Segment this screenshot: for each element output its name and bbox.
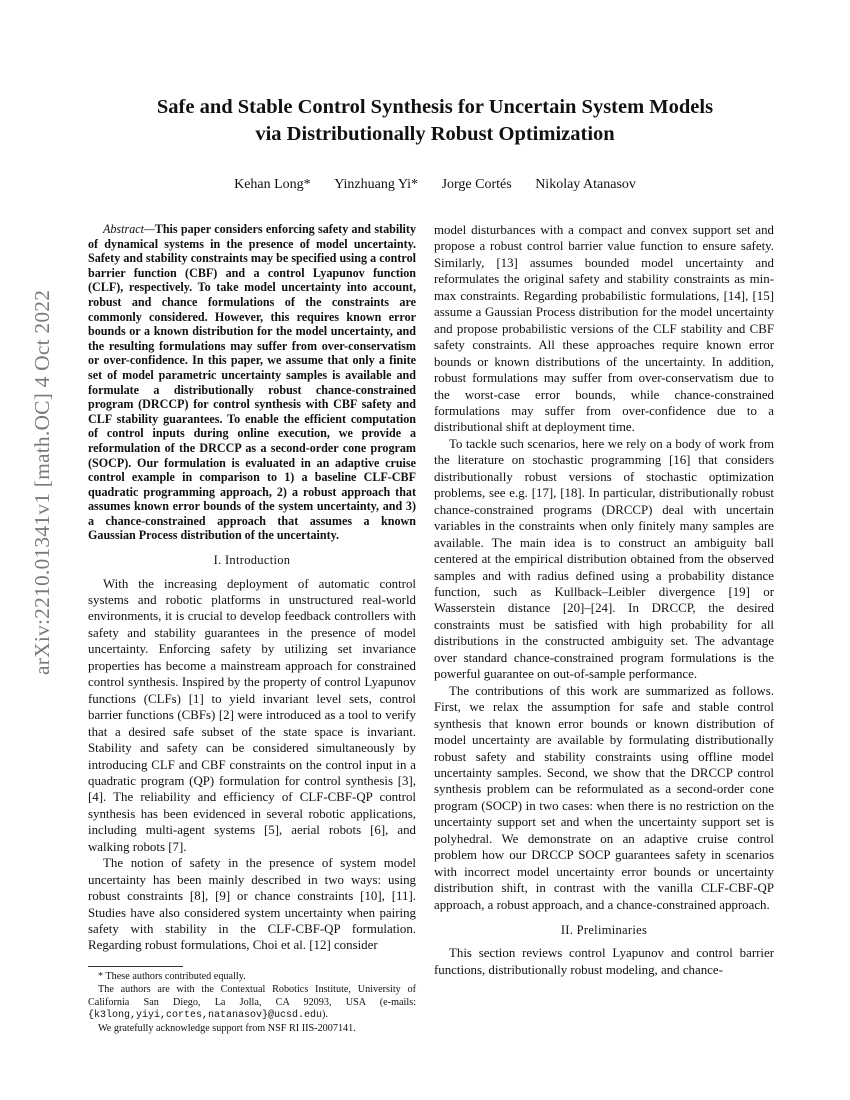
footnote-support: We gratefully acknowledge support from NSF RI IIS-2007141.: [98, 1023, 356, 1035]
author-3: Jorge Cortés: [441, 177, 512, 192]
right-paragraph-1: model disturbances with a compact and convex support set and propose a robust control barrier value function to ensure safety. Similarly, [13] assumes bounded model uncertainty and reformulates the original safety and stability constraints as min-max constraints. Regarding probabilistic formulations, [14], [15] assume a Gaussian Process distribution for the model uncertainty and propose probabilistic versions of the CLF stability and CBF safety constraints. All these approaches require known error bounds or known distributions of the uncertainty. In addition, robust formulations may suffer from over-conservatism due to the worst-case error bounds, while chance-constrained formulations may suffer from over-confidence due to a distributional shift at deployment time.: [434, 223, 774, 435]
abstract-label: Abstract—: [103, 222, 155, 236]
arxiv-stamp-graphic: [14, 255, 64, 675]
footnote-affiliation-text: The authors are with the Contextual Robotics Institute, University of California San Diego, La Jolla, CA 92093, USA (e-mails:: [88, 983, 416, 1008]
left-column: [88, 222, 416, 1036]
arxiv-stamp-text: arXiv:2210.01341v1 [math.OC] 4 Oct 2022: [30, 289, 54, 675]
title-line-1: Safe and Stable Control Synthesis for Uncertain System Models: [156, 96, 714, 118]
footnote-divider: [88, 966, 183, 967]
author-4: Nikolay Atanasov: [535, 177, 636, 192]
author-2: Yinzhuang Yi*: [334, 177, 419, 192]
footnote-affiliation: [88, 984, 416, 1023]
right-column: [434, 222, 774, 978]
footnotes: [88, 971, 416, 1036]
footnote-equal-contribution: * These authors contributed equally.: [98, 970, 246, 982]
paper-title: [90, 94, 780, 148]
abstract-text: This paper considers enforcing safety and stability of dynamical systems in the presence of model uncertainty. Safety and stability constraints may be specified using a control barrier function (CBF) and a control Lyapunov function (CLF), respectively. To take model uncertainty into account, robust and chance formulations of the constraints are commonly considered. However, this requires known error bounds or a known distribution for the model uncertainty, and the resulting formulations may suffer from over-conservatism or over-confidence. In this paper, we assume that only a finite set of model parametric uncertainty samples is available and formulate a distributionally robust chance-constrained program (DRCCP) for control synthesis with CBF safety and CLF stability guarantees. To enable the efficient computation of control inputs during online execution, we provide a reformulation of the DRCCP as a second-order cone program (SOCP). Our formulation is evaluated in an adaptive cruise control example in comparison to 1) a baseline CLF-CBF quadratic programming approach, 2) a robust approach that assumes known error bounds of the system uncertainty, and 3) a chance-constrained approach that assumes a known Gaussian Process distribution of the uncertainty.: [88, 222, 416, 543]
footnote-emails[interactable]: {k3long,yiyi,cortes,natanasov}@ucsd.edu: [88, 1010, 323, 1022]
author-list: [90, 177, 780, 193]
right-paragraph-3: The contributions of this work are summarized as follows. First, we relax the assumption for safe and stable control synthesis that known error bounds or known distribution of model uncertainty are available by formulating distributionally robust safety and stability constraints using offline model uncertainty samples. Second, we show that the DRCCP control synthesis problem can be reformulated as a second-order cone program (SOCP) in two cases: when there is no restriction on the uncertainty support set and when the uncertainty support set is polyhedral. We demonstrate on an adaptive cruise control problem how our DRCCP SOCP guarantees safety in scenarios with incorrect model uncertainty error bounds or uncertainty distribution shift, in contrast with the vanilla CLF-CBF-QP approach, a robust approach, and a chance-constrained approach.: [434, 683, 774, 912]
footnote-affiliation-end: ).: [322, 1009, 328, 1021]
right-paragraph-4: This section reviews control Lyapunov and control barrier functions, distributionally robust modeling, and chance-: [434, 946, 774, 977]
right-paragraph-2: To tackle such scenarios, here we rely on a body of work from the literature on stochastic programming [16] that considers distributionally robust versions of stochastic optimization problems, see e.g. [17], [18]. In particular, distributionally robust chance-constrained programs (DRCCP) deal with uncertain variables in the constraints when only finitely many samples are available. The main idea is to construct an ambiguity ball centered at the empirical distribution obtained from the observed samples and with radius defined using a probability distance function, such as Kullback–Leibler divergence [19] or Wasserstein distance [20]–[24]. In DRCCP, the desired constraints must be satisfied with high probability for all distributions in the constructed ambiguity set. The advantage over standard chance-constrained program formulations is the powerful guarantee on out-of-sample performance.: [434, 436, 774, 682]
intro-paragraph-1: With the increasing deployment of automatic control systems and robotic platforms in unstructured real-world environments, it is crucial to develop feedback controllers with safety and stability guarantees in the presence of model uncertainty. Enforcing safety by utilizing set invariance properties has become a mainstream approach for constrained control synthesis. Inspired by the property of control Lyapunov functions (CLFs) [1] to yield invariant level sets, control barrier functions (CBFs) [2] were introduced as a tool to verify that a desired safe subset of the state space is invariant. Stability and safety can be considered simultaneously by introducing CLF and CBF constraints on the control input in a quadratic program (QP) formulation for control synthesis [3], [4]. The reliability and efficiency of CLF-CBF-QP control synthesis has been evidenced in several robotic applications, including multi-agent systems [5], aerial robots [6], and walking robots [7].: [88, 576, 416, 854]
intro-paragraph-2: The notion of safety in the presence of system model uncertainty has been mainly described in two ways: using robust constraints [8], [9] or chance constraints [10], [11]. Studies have also considered system uncertainty when pairing safety with stability in the CLF-CBF-QP formulation. Regarding robust formulations, Choi et al. [12] consider: [88, 856, 416, 953]
section-heading-introduction: I. Introduction: [213, 553, 291, 568]
section-heading-preliminaries: II. Preliminaries: [560, 923, 648, 938]
arxiv-identifier-stamp: [14, 255, 64, 675]
title-line-2: via Distributionally Robust Optimization: [255, 123, 615, 145]
author-1: Kehan Long*: [234, 177, 311, 192]
abstract: [88, 222, 416, 543]
